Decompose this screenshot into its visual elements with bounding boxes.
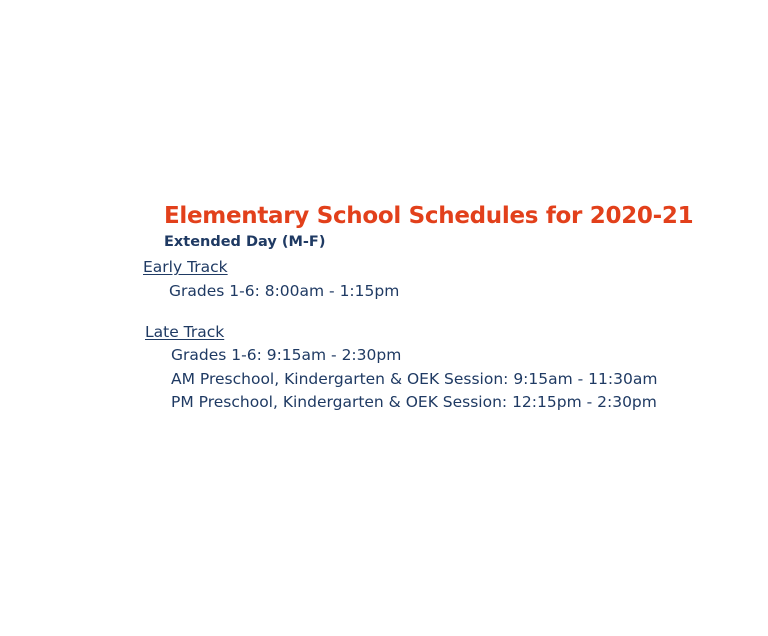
- early-track-line: Grades 1-6: 8:00am - 1:15pm: [169, 282, 400, 300]
- late-track-line: PM Preschool, Kindergarten & OEK Session: 12:15pm - 2:30pm: [171, 393, 657, 411]
- page-title: Elementary School Schedules for 2020-21: [164, 203, 694, 229]
- late-track-line: Grades 1-6: 9:15am - 2:30pm: [171, 346, 402, 364]
- early-track-heading: Early Track: [143, 258, 228, 276]
- late-track-line: AM Preschool, Kindergarten & OEK Session: 9:15am - 11:30am: [171, 370, 658, 388]
- late-track-heading: Late Track: [145, 323, 225, 341]
- schedule-subtitle: Extended Day (M-F): [164, 234, 326, 250]
